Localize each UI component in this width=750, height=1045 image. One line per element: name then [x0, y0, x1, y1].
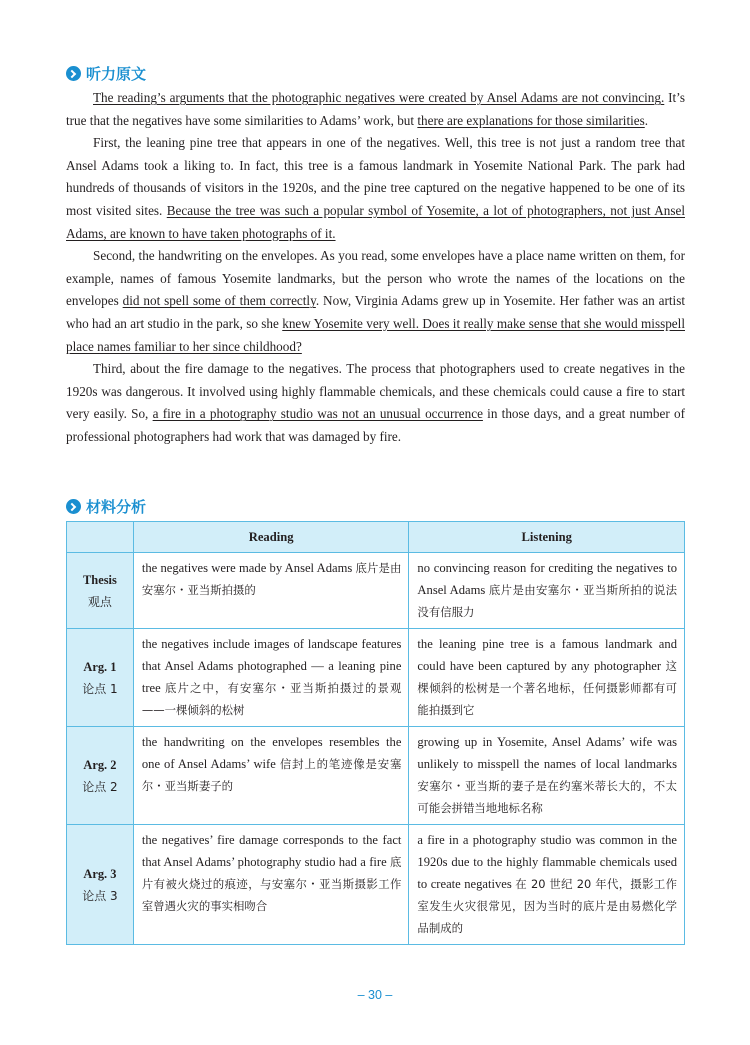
- listening-text-en: a fire in a photography studio was common in the 1920s due to the highly flammable chemicals used to create negatives: [417, 833, 677, 891]
- reading-cell: [133, 727, 409, 825]
- reading-text-zh: 底片之中，有安塞尔・亚当斯拍摄过的景观——一棵倾斜的松树: [141, 681, 402, 717]
- row-label-en: Thesis: [83, 572, 117, 587]
- listening-cell: [409, 727, 685, 825]
- text-run: . Now, Virginia Adams grew up in Yosemite. Her father was an artist who had an art studio in the park, so she: [66, 293, 685, 331]
- text-run: Third, about the fire damage to the negatives. The process that photographers used to create negatives in the 1920s was dangerous. It involved using highly flammable chemicals, and these chemicals could cause a fire to start very easily. So,: [66, 361, 685, 422]
- listening-text-zh: 安塞尔・亚当斯的妻子是在约塞米蒂长大的，不太可能会拼错当地地标名称: [417, 779, 677, 815]
- row-label: [67, 825, 134, 945]
- text-run: It’s true that the negatives have some similarities to Adams’ work, but: [66, 90, 685, 128]
- chevron-right-icon: [66, 66, 81, 81]
- underlined-text: The reading’s arguments that the photographic negatives were created by Ansel Adams are not convincing.: [93, 90, 665, 105]
- row-label-en: Arg. 3: [83, 866, 117, 881]
- listening-text-zh: 这棵倾斜的松树是一个著名地标，任何摄影师都有可能拍摄到它: [417, 659, 677, 717]
- underlined-text: a fire in a photography studio was not an unusual occurrence: [152, 406, 483, 422]
- reading-text-en: the handwriting on the envelopes resembles the one of Ansel Adams’ wife: [141, 735, 402, 771]
- table-row: [67, 825, 685, 945]
- reading-cell: [133, 825, 409, 945]
- listening-text-zh: 在 20 世纪 20 年代，摄影工作室发生火灾很常见，因为当时的底片是由易燃化学品制成的: [417, 877, 677, 935]
- reading-text-en: the negatives were made by Ansel Adams: [141, 561, 353, 575]
- row-label-zh: 论点 2: [82, 779, 118, 794]
- section-heading-analysis: [66, 496, 146, 517]
- transcript-body: [66, 87, 685, 449]
- row-label: [67, 727, 134, 825]
- page-number: – 30 –: [357, 988, 393, 1002]
- table-row: [67, 553, 685, 629]
- row-label: [67, 629, 134, 727]
- underlined-text: Because the tree was such a popular symbol of Yosemite, a lot of photographers, not just Ansel Adams, are known to have taken photographs of it.: [66, 202, 685, 241]
- reading-text-en: the negatives’ fire damage corresponds to the fact that Ansel Adams’ photography studio had a fire: [141, 833, 402, 869]
- reading-text-zh: 信封上的笔迹像是安塞尔・亚当斯妻子的: [141, 757, 402, 793]
- header-reading: Reading: [133, 522, 409, 553]
- row-label-en: Arg. 1: [83, 659, 117, 674]
- table-row: [67, 727, 685, 825]
- table-row: [67, 629, 685, 727]
- text-run: First, the leaning pine tree that appears in one of the negatives. Well, this tree is not just a random tree that Ansel Adams took a liking to. In fact, this tree is a famous landmark in Yosemite National Park. The park had hundreds of thousands of visitors in the 1920s, and the pine tree captured on the negative happened to be one of its most visited sites.: [66, 135, 685, 218]
- listening-text-en: the leaning pine tree is a famous landmark and could have been captured by any photographer: [417, 637, 677, 673]
- listening-cell: [409, 629, 685, 727]
- row-label-zh: 观点: [87, 594, 112, 609]
- underlined-text: there are explanations for those similarities: [417, 112, 645, 128]
- listening-cell: [409, 825, 685, 945]
- row-label: [67, 553, 134, 629]
- transcript-paragraph: [66, 245, 685, 358]
- row-label-zh: 论点 1: [82, 681, 118, 696]
- transcript-paragraph: [66, 358, 685, 448]
- reading-text-en: the negatives include images of landscape features that Ansel Adams photographed — a leaning pine tree: [141, 637, 402, 695]
- header-blank: [67, 522, 134, 553]
- table-header-row: [67, 522, 685, 553]
- listening-text-en: growing up in Yosemite, Ansel Adams’ wife was unlikely to misspell the names of local landmarks: [417, 735, 677, 771]
- section-title: 材料分析: [86, 498, 147, 516]
- section-heading-transcript: [66, 63, 146, 84]
- reading-text-zh: 底片有被火烧过的痕迹，与安塞尔・亚当斯摄影工作室曾遇火灾的事实相吻合: [141, 855, 402, 913]
- reading-cell: [133, 629, 409, 727]
- chevron-right-icon: [66, 499, 81, 514]
- listening-cell: [409, 553, 685, 629]
- text-run: in those days, and a great number of professional photographers had work that was damaged by fire.: [66, 406, 685, 444]
- listening-text-zh: 底片是由安塞尔・亚当斯所拍的说法没有信服力: [417, 583, 677, 619]
- section-title: 听力原文: [86, 65, 147, 83]
- reading-text-zh: 底片是由安塞尔・亚当斯拍摄的: [141, 561, 402, 597]
- text-run: .: [644, 112, 649, 128]
- reading-cell: [133, 553, 409, 629]
- analysis-table: [66, 521, 685, 945]
- header-listening: Listening: [409, 522, 685, 553]
- listening-text-en: no convincing reason for crediting the negatives to Ansel Adams: [417, 561, 677, 597]
- row-label-en: Arg. 2: [83, 757, 117, 772]
- text-run: Second, the handwriting on the envelopes. As you read, some envelopes have a place name written on them, for example, names of famous Yosemite landmarks, but the person who wrote the names of the locations on the envelopes: [66, 248, 685, 309]
- underlined-text: knew Yosemite very well. Does it really make sense that she would misspell place names familiar to her since childhood?: [66, 315, 685, 354]
- row-label-zh: 论点 3: [82, 888, 118, 903]
- transcript-paragraph: [66, 132, 685, 245]
- underlined-text: did not spell some of them correctly: [122, 293, 316, 309]
- transcript-paragraph: [66, 87, 685, 132]
